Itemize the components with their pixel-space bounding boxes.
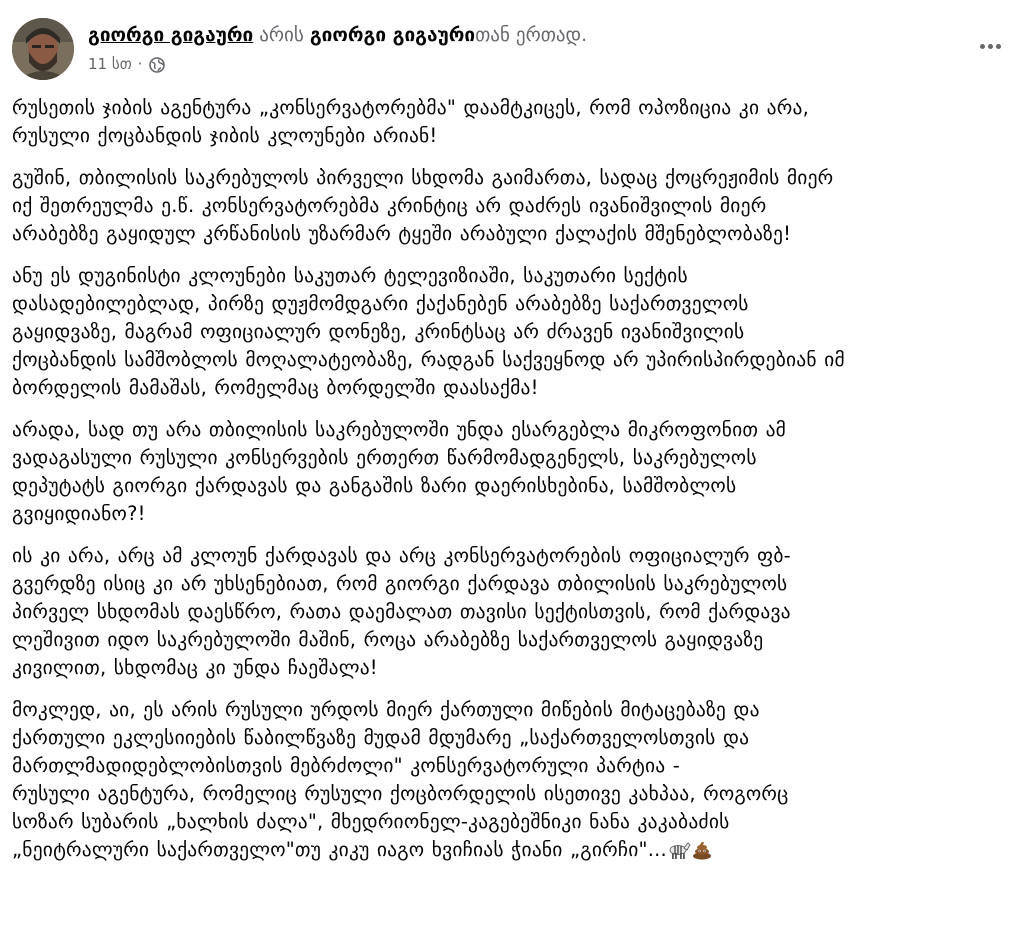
post-paragraph: ის კი არა, არც ამ კლოუნ ქარდავას და არც კონსერვატორების ოფიციალურ ფბ- გვერდზე ისიც კი არ უხსენებიათ, რომ გიორგი ქარდავა თბილისის საკრებულოს პირველ სხდომას დაესწრო, რათა დაემალათ თავისი სექტისთვის, რომ ქარდავა ლეშივით იდო საკრებულოში მაშინ, როცა არაბებზე საქართველოს გაყიდვაზე კივილით, სხდომაც კი უნდა ჩაეშალა! [12, 544, 791, 679]
post-paragraph: გუშინ, თბილისის საკრებულოს პირველი სხდომა გაიმართა, სადაც ქოცრეჟიმის მიერ იქ შეთრეულმა ე.წ. კონსერვატორებმა კრინტიც არ დაძრეს ივანიშვილის მიერ არაბებზე გაყიდულ კრწანისის უზარმარ ტყეში არაბული ქალაქის მშენებლობაზე! [12, 166, 834, 245]
author-avatar[interactable] [12, 18, 74, 80]
post-paragraph-last [12, 696, 1012, 868]
poop-emoji-icon [691, 840, 713, 868]
post-body [12, 94, 1012, 882]
with-prefix: არის [259, 24, 304, 46]
post-meta [88, 20, 952, 76]
zebra-emoji-icon [667, 840, 691, 868]
separator-dot: · [137, 55, 143, 73]
with-suffix: თან ერთად. [475, 24, 588, 46]
tagged-person-link[interactable]: გიორგი გიგაური [309, 24, 476, 46]
post-paragraph: ანუ ეს დუგინისტი კლოუნები საკუთარ ტელევიზიაში, საკუთარი სექტის დასადებილებლად, პირზე დუჟმომდგარი ქაქანებენ არაბებზე საქართველოს გაყიდვაზე, მაგრამ ოფიციალურ დონეზე, კრინტსაც არ ძრავენ ივანიშვილის ქოცბანდის სამშობლოს მოღალატეობაზე, რადგან საქვეყნოდ არ უპირისპირდებიან იმ ბორდელის მამაშას, რომელმაც ბორდელში დაასაქმა! [12, 264, 845, 399]
avatar-photo [12, 18, 74, 80]
post-subline [88, 52, 952, 76]
post-title-line [88, 20, 952, 50]
post-paragraph: რუსეთის ჯიბის აგენტურა „კონსერვატორებმა" დაამტკიცეს, რომ ოპოზიცია კი არა, რუსული ქოცბანდის ჯიბის კლოუნები არიან! [12, 96, 809, 147]
last-paragraph-text: მოკლედ, აი, ეს არის რუსული ურდოს მიერ ქართული მიწების მიტაცებაზე და ქართული ეკლესიიების წაბილწვაზე მუდამ მდუმარე „საქართველოსთვის და მართლმადიდებლობისთვის მებრძოლი" კონსერვატორული პარტია - რუსული აგენტურა, რომელიც რუსული ქოცბორდელის ისეთივე კახპაა, როგორც სოზარ სუბარის „ხალხის ძალა", მხედრიონელ-კაგებეშნიკი ნანა კაკაბაძის „ნეიტრალური საქართველო"თუ კიკუ იაგო ხვიჩიას ჭიანი „გირჩი"... [12, 698, 789, 861]
more-options-icon[interactable] [972, 34, 1008, 58]
globe-icon[interactable] [149, 56, 165, 72]
author-name-link[interactable]: გიორგი გიგაური [88, 24, 254, 46]
post-header [12, 16, 1012, 82]
post-time-link[interactable]: 11 სთ [88, 55, 132, 73]
post-paragraph: არადა, სად თუ არა თბილისის საკრებულოში უნდა ესარგებლა მიკროფონით ამ ვადაგასული რუსული კონსერვების ერთერთ წარმომადგენელს, საკრებულოს დეპუტატს გიორგი ქარდავას და განგაშის ზარი დაერისხებინა, სამშობლოს გვიყიდიანო?! [12, 418, 787, 525]
